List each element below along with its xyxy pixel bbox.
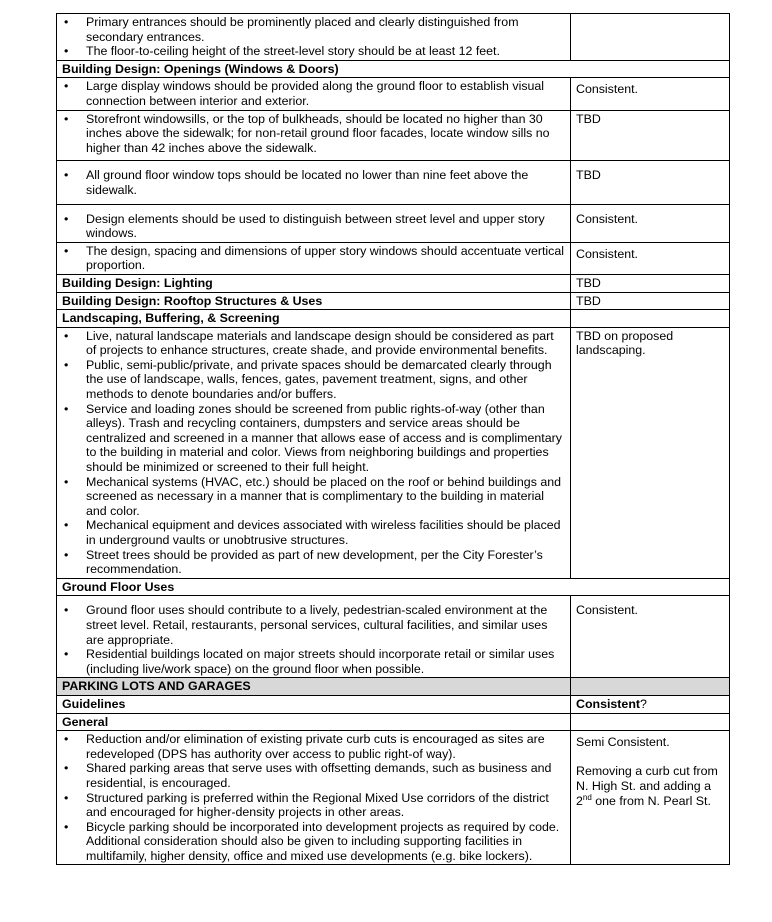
status-cell: Consistent.	[571, 596, 730, 678]
list-item: • Design elements should be used to distinguish between street level and upper story windows.	[62, 212, 565, 241]
table-row	[57, 327, 730, 578]
status-cell	[571, 713, 730, 731]
list-item: • The floor-to-ceiling height of the street-level story should be at least 12 feet.	[62, 44, 565, 59]
status-cell: TBD	[571, 110, 730, 161]
guideline-cell	[57, 596, 571, 678]
status-cell	[571, 678, 730, 696]
list-item: • Reduction and/or elimination of existing private curb cuts is encouraged as sites are redeveloped (DPS has authority over access to public right-of way).	[62, 732, 565, 761]
section-header-row	[57, 60, 730, 78]
guidelines-table	[56, 13, 730, 865]
list-item: • Large display windows should be provided along the ground floor to establish visual connection between interior and exterior.	[62, 79, 565, 108]
section-heading: Building Design: Openings (Windows & Doors)	[57, 60, 730, 78]
status-note-text: Removing a curb cut from N. High St. and adding a 2	[576, 764, 718, 808]
bullet-list	[62, 329, 565, 577]
table-row	[57, 161, 730, 204]
section-heading: Building Design: Rooftop Structures & Uses	[57, 292, 571, 310]
guideline-cell	[57, 14, 571, 61]
list-item: • Storefront windowsills, or the top of bulkheads, should be located no higher than 30 inches above the sidewalk; for non-retail ground floor facades, locate window sills no higher than 42 inches above the sidewalk.	[62, 112, 565, 156]
status-header-rest: ?	[640, 696, 647, 711]
guideline-cell	[57, 242, 571, 274]
section-header-row	[57, 292, 730, 310]
list-item: • Bicycle parking should be incorporated into development projects as required by code. Additional consideration should also be given to including supporting facilities in multifamily, higher density, office and mixed use developments (e.g. bike lockers).	[62, 820, 565, 864]
table-row	[57, 110, 730, 161]
status-cell	[571, 731, 730, 865]
list-item: • Shared parking areas that serve uses with offsetting demands, such as business and residential, is encouraged.	[62, 761, 565, 790]
list-item: • Mechanical equipment and devices associated with wireless facilities should be placed in underground vaults or unobtrusive structures.	[62, 518, 565, 547]
guideline-cell	[57, 161, 571, 204]
list-item: • Residential buildings located on major streets should incorporate retail or similar uses (including live/work space) on the ground floor when possible.	[62, 647, 565, 676]
guideline-cell	[57, 78, 571, 110]
list-item: • Live, natural landscape materials and landscape design should be considered as part of projects to enhance structures, create shade, and provide environmental benefits.	[62, 329, 565, 358]
list-item: • Ground floor uses should contribute to a lively, pedestrian-scaled environment at the street level. Retail, restaurants, personal services, cultural facilities, and similar uses are appropriate.	[62, 603, 565, 647]
section-heading: Landscaping, Buffering, & Screening	[57, 310, 571, 328]
status-cell	[571, 14, 730, 61]
column-header	[571, 695, 730, 713]
status-cell	[571, 310, 730, 328]
status-note	[576, 764, 724, 808]
list-item: • Structured parking is preferred within the Regional Mixed Use corridors of the district and encouraged for higher-density projects in other areas.	[62, 791, 565, 820]
status-text: Semi Consistent.	[576, 735, 670, 750]
guideline-cell	[57, 110, 571, 161]
guideline-cell	[57, 327, 571, 578]
list-item: • Mechanical systems (HVAC, etc.) should be placed on the roof or behind buildings and screened as necessary in a manner that is complimentary to the building in material and color.	[62, 475, 565, 519]
bullet-list	[62, 15, 565, 59]
list-item: • The design, spacing and dimensions of upper story windows should accentuate vertical proportion.	[62, 244, 565, 273]
status-note-text-end: one from N. Pearl St.	[591, 793, 711, 808]
section-heading: General	[57, 713, 571, 731]
column-header-row	[57, 695, 730, 713]
status-cell: TBD on proposed landscaping.	[571, 327, 730, 578]
section-header-row	[57, 678, 730, 696]
table-row	[57, 596, 730, 678]
bullet-list	[62, 603, 565, 676]
column-header: Guidelines	[57, 695, 571, 713]
status-cell: TBD	[571, 161, 730, 204]
section-heading: PARKING LOTS AND GARAGES	[57, 678, 571, 696]
guideline-cell	[57, 731, 571, 865]
table-row	[57, 242, 730, 274]
status-cell: Consistent.	[571, 204, 730, 242]
status-cell: Consistent.	[571, 78, 730, 110]
status-header-bold: Consistent	[576, 696, 641, 711]
list-item: • Public, semi-public/private, and private spaces should be demarcated clearly through the use of landscape, walls, fences, gates, pavement treatment, signs, and other methods to denote boundaries and/or buffers.	[62, 358, 565, 402]
list-item: • Street trees should be provided as part of new development, per the City Forester’s recommendation.	[62, 548, 565, 577]
table-row	[57, 14, 730, 61]
table-row	[57, 731, 730, 865]
section-header-row	[57, 578, 730, 596]
section-heading: Building Design: Lighting	[57, 274, 571, 292]
status-cell: TBD	[571, 292, 730, 310]
section-header-row	[57, 713, 730, 731]
table-row	[57, 204, 730, 242]
table-row	[57, 78, 730, 110]
section-header-row	[57, 310, 730, 328]
list-item: • All ground floor window tops should be located no lower than nine feet above the sidewalk.	[62, 168, 565, 197]
status-cell: TBD	[571, 274, 730, 292]
list-item: • Service and loading zones should be screened from public rights-of-way (other than alleys). Trash and recycling containers, dumpsters and service areas should be centralized and screened in a manner that allows ease of access and is complimentary to the building in material and color. Views from neighboring buildings and properties should be minimized or screened to their full height.	[62, 402, 565, 475]
list-item: • Primary entrances should be prominently placed and clearly distinguished from secondary entrances.	[62, 15, 565, 44]
status-cell: Consistent.	[571, 242, 730, 274]
section-header-row	[57, 274, 730, 292]
section-heading: Ground Floor Uses	[57, 578, 730, 596]
guideline-cell	[57, 204, 571, 242]
ordinal-suffix: nd	[582, 792, 592, 802]
bullet-list	[62, 732, 565, 863]
